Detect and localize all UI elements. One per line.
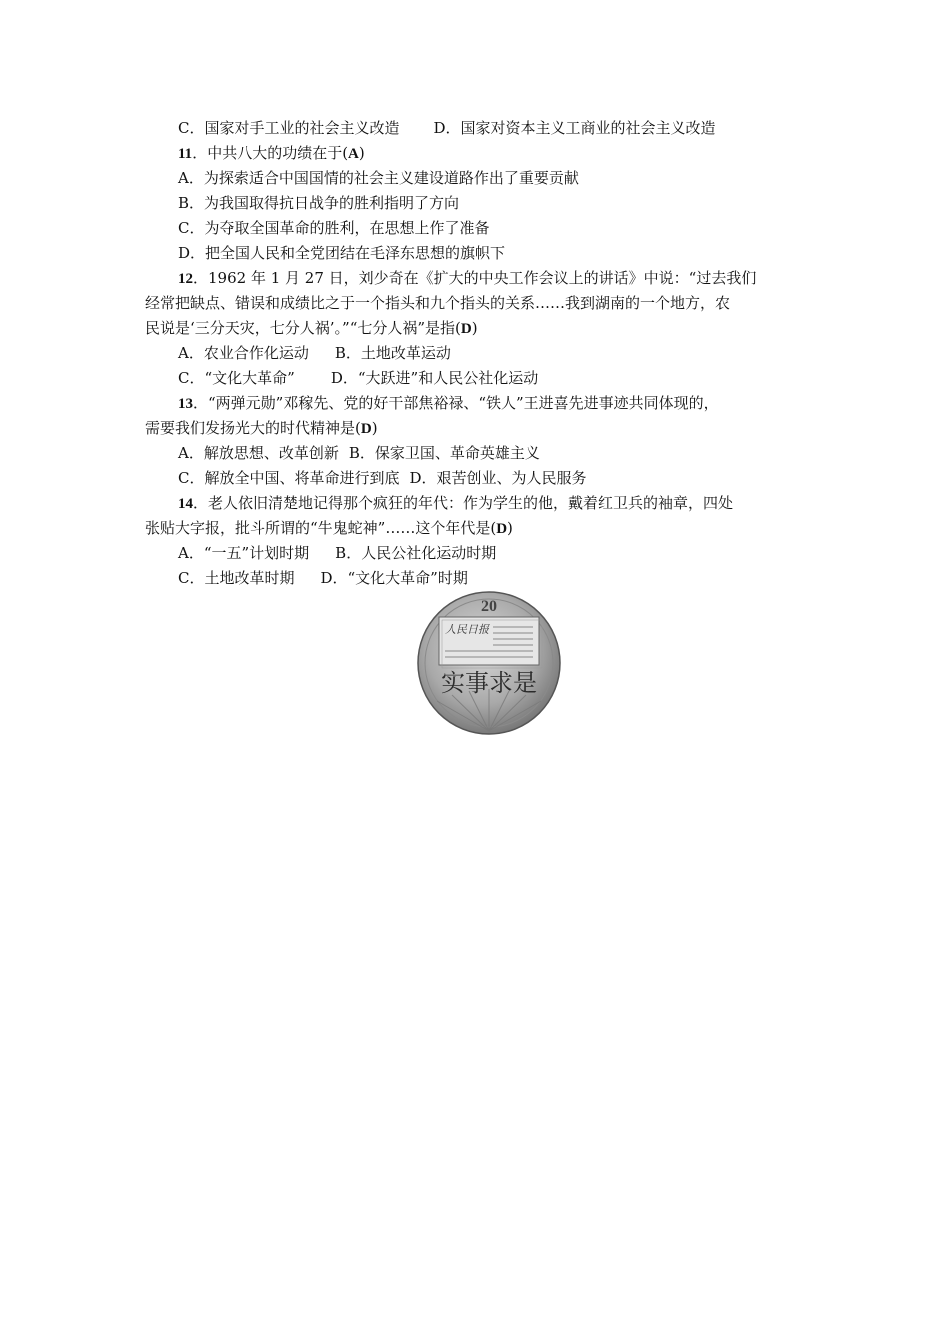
option-row xyxy=(178,543,496,563)
question-12-stem-line-2: 经常把缺点、错误和成绩比之于一个指头和九个指头的关系……我到湖南的一个地方，农 xyxy=(145,294,731,312)
option-d: D．国家对资本主义工商业的社会主义改造 xyxy=(433,119,716,137)
question-14-stem-line-2: 张贴大字报，批斗所谓的“牛鬼蛇神”……这个年代是(D) xyxy=(145,519,513,537)
option-c: C．解放全中国、将革命进行到底 xyxy=(178,469,400,487)
option-a: A．农业合作化运动 xyxy=(178,344,309,362)
option-d: D．艰苦创业、为人民服务 xyxy=(409,469,587,487)
question-12-stem: 12．1962 年 1 月 27 日，刘少奇在《扩大的中央工作会议上的讲话》中说：“过去我们 xyxy=(178,269,757,287)
option-b: B．人民公社化运动时期 xyxy=(335,544,497,562)
question-number: 11 xyxy=(178,146,193,162)
option-c: C．国家对手工业的社会主义改造 xyxy=(178,119,400,137)
question-11-stem: 11．中共八大的功绩在于(A) xyxy=(178,144,365,162)
option-b: B．土地改革运动 xyxy=(334,344,451,362)
option-row xyxy=(178,368,538,388)
question-number: 14 xyxy=(178,496,193,512)
newspaper-masthead: 人民日报 xyxy=(445,623,489,636)
answer: D xyxy=(360,421,372,437)
option-row xyxy=(178,343,451,363)
option-d: D．“文化大革命”时期 xyxy=(320,569,468,587)
option-a: A．为探索适合中国国情的社会主义建设道路作出了重要贡献 xyxy=(178,169,579,187)
option-a: A．“一五”计划时期 xyxy=(178,544,310,562)
commemorative-coin-image xyxy=(417,591,561,735)
option-row xyxy=(178,468,587,488)
coin-caption: 实事求是 xyxy=(441,669,537,697)
answer: A xyxy=(348,146,359,162)
option-d: D．“大跃进”和人民公社化运动 xyxy=(330,369,539,387)
option-a: A．解放思想、改革创新 xyxy=(178,444,339,462)
option-row xyxy=(178,568,468,588)
question-number: 13 xyxy=(178,396,193,412)
option-row xyxy=(178,118,716,138)
question-number: 12 xyxy=(178,271,193,287)
option-b: B．保家卫国、革命英雄主义 xyxy=(348,444,540,462)
answer: D xyxy=(496,521,508,537)
option-c: C．土地改革时期 xyxy=(178,569,295,587)
option-d: D．把全国人民和全党团结在毛泽东思想的旗帜下 xyxy=(178,244,506,262)
question-13-stem: 13．“两弹元勋”邓稼先、党的好干部焦裕禄、“铁人”王进喜先进事迹共同体现的， xyxy=(178,394,719,412)
option-b: B．为我国取得抗日战争的胜利指明了方向 xyxy=(178,194,460,212)
coin-number: 20 xyxy=(481,598,497,615)
question-14-stem: 14．老人依旧清楚地记得那个疯狂的年代：作为学生的他，戴着红卫兵的袖章，四处 xyxy=(178,494,734,512)
option-c: C．为夺取全国革命的胜利，在思想上作了准备 xyxy=(178,219,490,237)
question-12-stem-line-3: 民说是‘三分天灾，七分人祸’。”“七分人祸”是指(D) xyxy=(145,319,478,337)
option-row xyxy=(178,443,540,463)
answer: D xyxy=(460,321,472,337)
option-c: C．“文化大革命” xyxy=(178,369,295,387)
question-13-stem-line-2: 需要我们发扬光大的时代精神是(D) xyxy=(145,419,378,437)
